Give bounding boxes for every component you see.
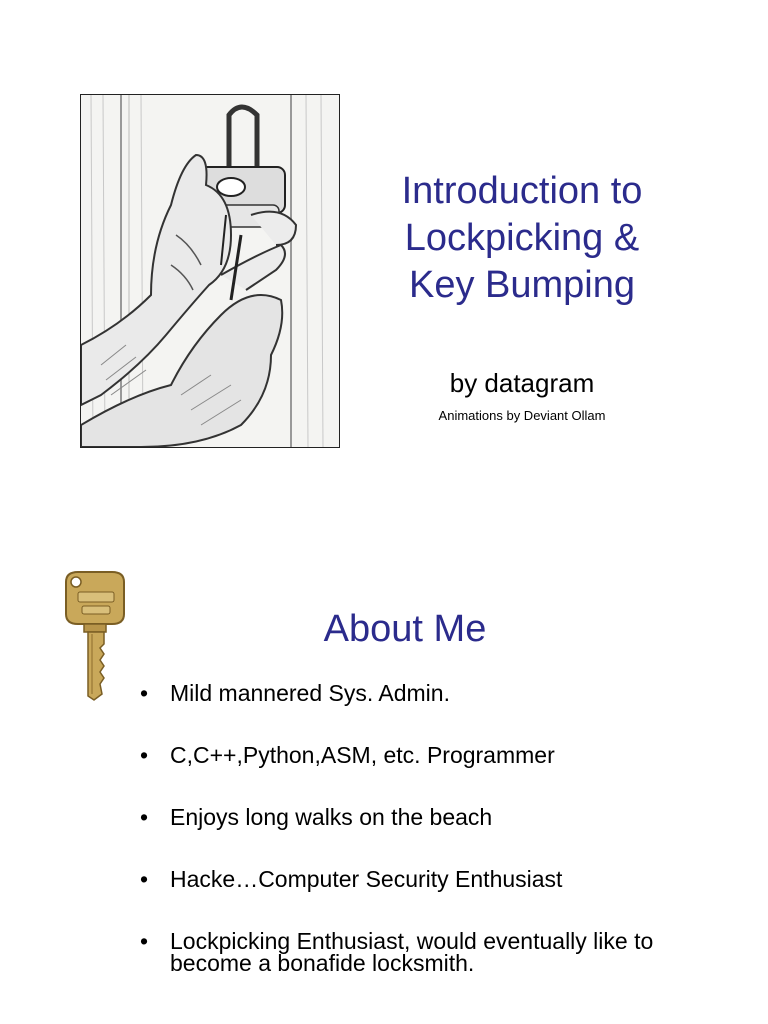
bullet-text: Mild mannered Sys. Admin.	[170, 680, 450, 706]
title-line-2: Lockpicking &	[404, 217, 640, 259]
animation-credits: Animations by Deviant Ollam	[438, 408, 606, 423]
about-me-title: About Me	[323, 608, 487, 650]
list-item	[140, 930, 740, 974]
bullet-text: C,C++,Python,ASM, etc. Programmer	[170, 742, 555, 768]
bullet-glyph: •	[140, 680, 149, 706]
list-item	[140, 682, 740, 704]
brass-key-icon	[60, 570, 130, 702]
bullet-glyph: •	[140, 804, 149, 830]
bullet-text: Hacke…Computer Security Enthusiast	[170, 866, 563, 892]
title-line-3: Key Bumping	[408, 264, 635, 306]
list-item	[140, 868, 740, 890]
list-item	[140, 806, 740, 828]
bullet-glyph: •	[140, 866, 149, 892]
lockpicking-hands-illustration	[80, 94, 340, 448]
bullet-glyph: •	[140, 742, 149, 768]
bullet-text: Enjoys long walks on the beach	[170, 804, 493, 830]
author-byline: by datagram	[449, 368, 595, 398]
about-me-bullet-list	[140, 682, 740, 1014]
bullet-text: Lockpicking Enthusiast, would eventually like to become a bonafide locksmith.	[170, 928, 654, 976]
presentation-title	[366, 168, 678, 309]
bullet-glyph: •	[140, 928, 149, 954]
title-line-1: Introduction to	[401, 170, 643, 212]
slide-about-me	[0, 512, 768, 1024]
list-item	[140, 744, 740, 766]
